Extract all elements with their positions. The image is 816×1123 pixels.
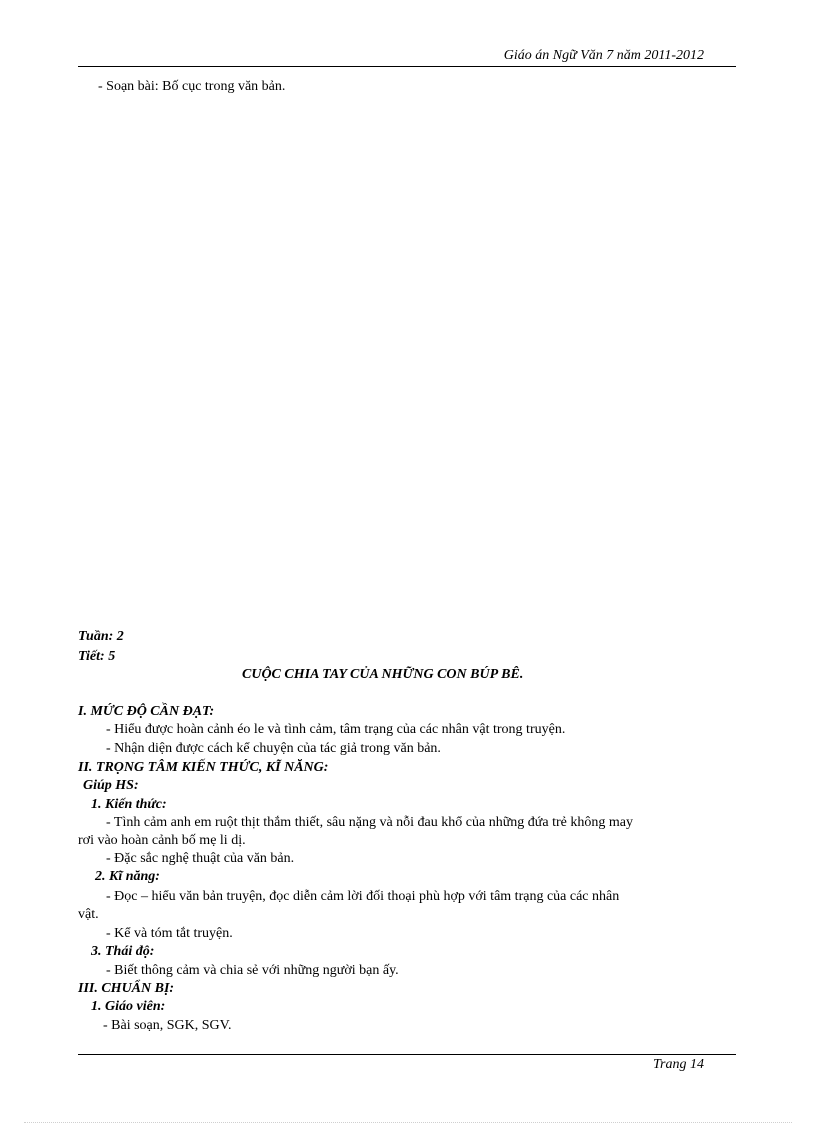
week-label: Tuần: 2 <box>78 629 124 644</box>
skills-line: vật. <box>78 907 99 922</box>
section-3-heading: III. CHUẨN BỊ: <box>78 981 175 996</box>
skills-line: - Kể và tóm tắt truyện. <box>106 926 233 941</box>
lesson-title: CUỘC CHIA TAY CỦA NHỮNG CON BÚP BÊ. <box>242 667 524 682</box>
knowledge-line: - Đặc sắc nghệ thuật của văn bản. <box>106 851 295 866</box>
top-note: - Soạn bài: Bố cục trong văn bản. <box>98 79 286 94</box>
skills-line: - Đọc – hiểu văn bản truyện, đọc diễn cảm lời đối thoại phù hợp với tâm trạng của các nhân <box>106 889 620 904</box>
section-1-item: - Hiểu được hoàn cảnh éo le và tình cảm, tâm trạng của các nhân vật trong truyện. <box>106 722 566 737</box>
teacher-line: - Bài soạn, SGK, SGV. <box>103 1018 232 1033</box>
period-label: Tiết: 5 <box>78 649 116 664</box>
knowledge-line: - Tình cảm anh em ruột thịt thắm thiết, sâu nặng và nỗi đau khổ của những đứa trẻ không may <box>106 815 633 830</box>
knowledge-heading: 1. Kiến thức: <box>91 797 167 812</box>
section-1-item: - Nhận diện được cách kể chuyện của tác giả trong văn bản. <box>106 741 441 756</box>
section-1-heading: I. MỨC ĐỘ CẦN ĐẠT: <box>78 704 215 719</box>
attitude-heading: 3. Thái độ: <box>91 944 155 959</box>
header-rule <box>78 66 736 67</box>
footer-rule <box>78 1054 736 1055</box>
section-2-heading: II. TRỌNG TÂM KIẾN THỨC, KĨ NĂNG: <box>78 760 329 775</box>
help-label: Giúp HS: <box>83 778 139 793</box>
teacher-heading: 1. Giáo viên: <box>91 999 166 1014</box>
skills-heading: 2. Kĩ năng: <box>95 869 160 884</box>
page-footer: Trang 14 <box>653 1057 704 1072</box>
attitude-line: - Biết thông cảm và chia sẻ với những người bạn ấy. <box>106 963 399 978</box>
knowledge-line: rơi vào hoàn cảnh bố mẹ li dị. <box>78 833 246 848</box>
page-header: Giáo án Ngữ Văn 7 năm 2011-2012 <box>503 48 704 63</box>
